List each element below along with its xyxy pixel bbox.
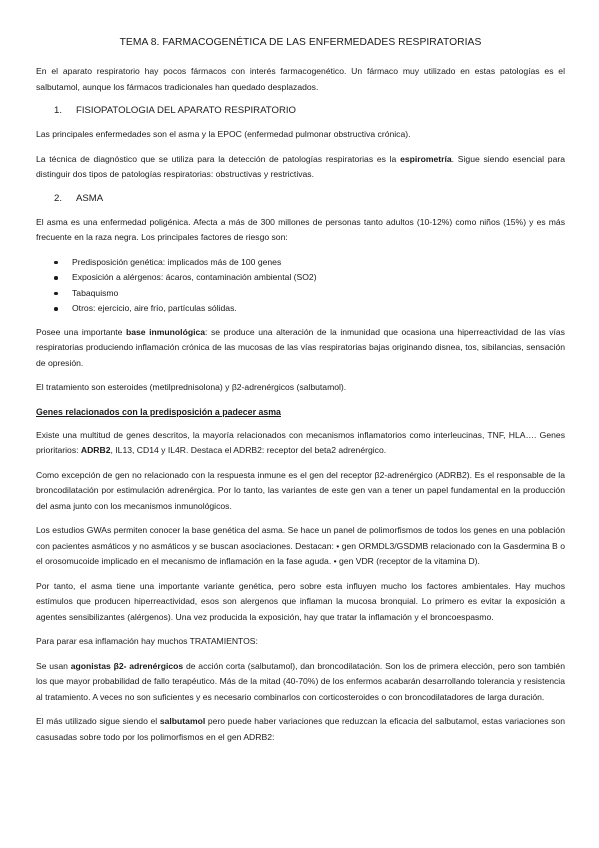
risk-factor-list xyxy=(36,255,565,317)
paragraph-environment: Por tanto, el asma tiene una importante variante genética, pero sobre esta influyen mucho los factores ambientales. Hay muchos estímulos que producen hiperreactividad, esos son alergenos que inflaman la mucosa bronquial. Lo primero es evitar la exposición a agentes sensibilizantes (alérgenos). Una vez producida la exposición, hay que tratar la inflamación y el broncoespasmo. xyxy=(36,580,565,622)
paragraph-asma-definition: El asma es una enfermedad poligénica. Afecta a más de 300 millones de personas tanto adultos (10-12%) como niños (15%) y es más frecuente en la raza negra. Los principales factores de riesgo son: xyxy=(36,216,565,242)
text-run: La técnica de diagnóstico que se utiliza para la detección de patologías respiratorias es la xyxy=(36,153,401,164)
document-page xyxy=(36,36,565,754)
text-run: de acción corta (salbutamol), dan broncodilatación. Son los de primera elección, pero son también los que mayor probabilidad de fallo terapéutico. Más de la mitad (40-70%) de los enfermos acabarán desarrollando tolerancia y resistencia al tratamiento. A veces no son suficientes y es necesario combinarlos con corticosteroides o con broncodilatadores de larga duración. xyxy=(36,660,565,702)
paragraph-treatment: El tratamiento son esteroides (metilprednisolona) y β2-adrenérgicos (salbutamol). xyxy=(36,382,347,393)
bold-term-base-inmunologica: base inmunológica xyxy=(126,326,206,337)
text-run: El más utilizado sigue siendo el xyxy=(36,716,160,727)
document-title: TEMA 8. FARMACOGENÉTICA DE LAS ENFERMEDADES RESPIRATORIAS xyxy=(119,37,482,48)
section-number: 1. xyxy=(54,105,63,116)
subheading-genes: Genes relacionados con la predisposición a padecer asma xyxy=(36,406,281,417)
paragraph-adrb2-exception: Como excepción de gen no relacionado con la respuesta inmune es el gen del receptor β2-adrenérgico (ADRB2). Es el responsable de la broncodilatación por estimulación adrenérgica. Por lo tanto, las variantes de este gen van a tener un papel fundamental en la producción del asma junto con los mecanismos inmunológicos. xyxy=(36,469,565,511)
paragraph-spirometry xyxy=(36,152,565,183)
text-run: pero puede haber variaciones que reduzcan la eficacia del salbutamol, estas variaciones son casusadas sobre todo por los polimorfismos en el gen ADRB2: xyxy=(36,716,565,742)
paragraph-main-diseases: Las principales enfermedades son el asma y la EPOC (enfermedad pulmonar obstructiva crónica). xyxy=(36,129,411,139)
paragraph-gwas: Los estudios GWAs permiten conocer la base genética del asma. Se hace un panel de polimorfismos de todos los genes en una población con pacientes asmáticos y no asmáticos y se buscan asociaciones. Destacan: • gen ORMDL3/GSDMB relacionado con la Gasdermina B o el orosomucoide implicado en el mecanismo de inflamación en la fase aguda. • gen VDR (receptor de la vitamina D). xyxy=(36,525,565,567)
paragraph-salbutamol xyxy=(36,714,565,745)
list-item: Exposición a alérgenos: ácaros, contaminación ambiental (SO2) xyxy=(36,270,565,286)
bold-term-adrb2: ADRB2 xyxy=(80,445,111,456)
section-heading-asma xyxy=(36,192,565,206)
text-run: . Sigue siendo esencial para distinguir dos tipos de patologías respiratorias: obstructivas y restrictivas. xyxy=(36,153,565,179)
paragraph-treatments-intro: Para parar esa inflamación hay muchos TRATAMIENTOS: xyxy=(36,636,258,647)
text-run: Existe una multitud de genes descritos, la mayoría relacionados con mecanismos inflamatorios como interleucinas, TNF, HLA…. Genes prioritarios: xyxy=(36,429,565,456)
list-item: Predisposición genética: implicados más de 100 genes xyxy=(36,255,565,271)
section-heading-fisiopatologia xyxy=(36,104,565,118)
paragraph-immunologic-base xyxy=(36,325,565,372)
text-run: : se produce una alteración de la inmunidad que ocasiona una hiperreactividad de las vías respiratorias produciendo inflamación crónica de las mucosas de las vías respiratorias bajas originando disnea, tos, sibilancias, sensación de opresión. xyxy=(36,326,565,368)
list-item: Otros: ejercicio, aire frío, partículas sólidas. xyxy=(36,301,565,317)
bold-term-agonistas: agonistas β2- adrenérgicos xyxy=(70,660,184,671)
section-title: FISIOPATOLOGIA DEL APARATO RESPIRATORIO xyxy=(76,105,297,116)
text-run: Posee una importante xyxy=(36,326,126,337)
bold-term-salbutamol: salbutamol xyxy=(159,716,206,727)
paragraph-genes-described xyxy=(36,428,565,459)
paragraph-agonists xyxy=(36,659,565,706)
section-title: ASMA xyxy=(76,192,104,204)
intro-paragraph: En el aparato respiratorio hay pocos fármacos con interés farmacogenético. Un fármaco muy utilizado en estas patologías es el salbutamol, aunque los fármacos tradicionales han quedado desplazados. xyxy=(36,66,565,92)
list-item: Tabaquismo xyxy=(36,286,565,302)
text-run: Se usan xyxy=(36,660,71,671)
text-run: , IL13, CD14 y IL4R. Destaca el ADRB2: receptor del beta2 adrenérgico. xyxy=(110,445,387,456)
section-number: 2. xyxy=(54,192,63,204)
bold-term-espirometria: espirometría xyxy=(400,153,452,164)
